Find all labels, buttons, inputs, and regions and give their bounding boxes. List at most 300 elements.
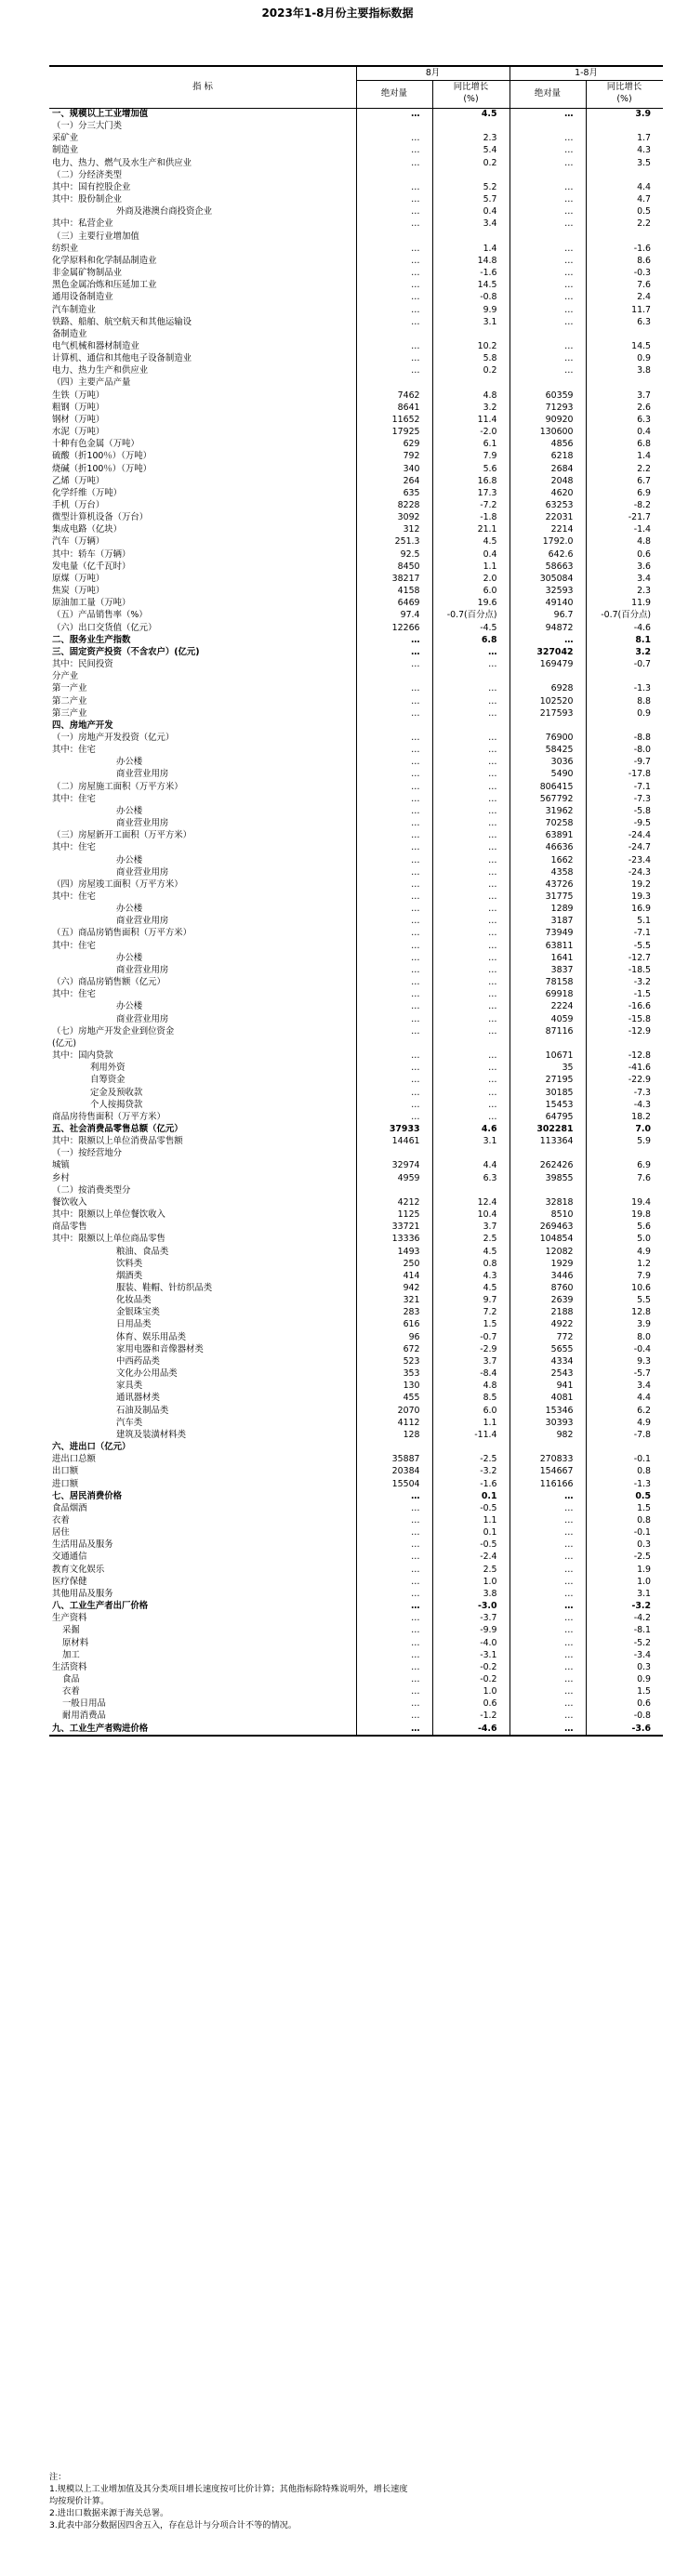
month-yoy: -3.0 [432, 1600, 510, 1612]
row-label: （一）房地产开发投资（亿元） [52, 732, 175, 743]
cum-yoy: 6.3 [586, 414, 663, 426]
cum-yoy: 3.7 [586, 390, 663, 402]
month-abs: … [356, 205, 432, 218]
cum-abs: 116166 [510, 1478, 586, 1490]
cum-yoy: 2.2 [586, 463, 663, 475]
cum-yoy: 19.4 [586, 1196, 663, 1209]
month-abs: … [356, 646, 432, 658]
cum-yoy: 7.6 [586, 279, 663, 291]
cum-yoy: 6.9 [586, 1159, 663, 1171]
month-yoy: … [432, 768, 510, 780]
month-abs: … [356, 243, 432, 255]
cum-yoy: -0.7(百分点) [586, 609, 663, 621]
cum-abs: 5655 [510, 1343, 586, 1355]
month-yoy: … [432, 1025, 510, 1037]
row-label: （二）分经济类型 [52, 169, 123, 180]
month-yoy: 1.4 [432, 243, 510, 255]
month-abs: 32974 [356, 1159, 432, 1171]
cum-abs: … [510, 1564, 586, 1576]
cum-abs: 27195 [510, 1074, 586, 1086]
row-label: 电气机械和器材制造业 [52, 340, 139, 351]
cum-yoy: -5.8 [586, 805, 663, 817]
cum-abs: 78158 [510, 976, 586, 988]
table-row [49, 1453, 663, 1465]
month-yoy: … [432, 1111, 510, 1123]
row-label: 手机（万台） [52, 500, 105, 510]
month-abs: … [356, 915, 432, 927]
cum-yoy: -9.7 [586, 756, 663, 768]
table-row [49, 768, 663, 780]
month-yoy: … [432, 903, 510, 915]
month-abs: 97.4 [356, 609, 432, 621]
month-abs: 523 [356, 1355, 432, 1367]
cum-abs: 30185 [510, 1087, 586, 1099]
cum-yoy: 18.2 [586, 1111, 663, 1123]
cum-abs [510, 720, 586, 732]
row-label: 第三产业 [52, 707, 87, 719]
month-abs: … [356, 267, 432, 279]
month-abs: … [356, 866, 432, 878]
cum-yoy: 1.4 [586, 450, 663, 462]
cum-yoy: -3.6 [586, 1723, 663, 1736]
month-yoy: -8.4 [432, 1367, 510, 1380]
cum-yoy [586, 120, 663, 132]
cum-abs: 327042 [510, 646, 586, 658]
row-label: (亿元) [52, 1037, 77, 1049]
page-title: 2023年1-8月份主要指标数据 [261, 7, 414, 20]
month-abs: … [356, 829, 432, 841]
header-month-pct: (%) [463, 94, 479, 104]
month-abs: 128 [356, 1429, 432, 1441]
month-abs: … [356, 732, 432, 744]
month-yoy: 0.4 [432, 205, 510, 218]
month-abs: 283 [356, 1306, 432, 1318]
row-label: 办公楼 [116, 854, 143, 865]
table-row [49, 927, 663, 939]
month-yoy: 3.8 [432, 1588, 510, 1600]
cum-yoy: 5.5 [586, 1294, 663, 1306]
month-yoy: -1.6 [432, 1478, 510, 1490]
month-yoy: … [432, 927, 510, 939]
month-yoy: 1.1 [432, 1514, 510, 1526]
cum-abs: 3036 [510, 756, 586, 768]
month-abs: … [356, 1111, 432, 1123]
table-row [49, 1380, 663, 1392]
cum-yoy: 11.9 [586, 597, 663, 609]
cum-yoy: 2.6 [586, 402, 663, 414]
table-row [49, 1564, 663, 1576]
month-abs: 14461 [356, 1135, 432, 1147]
month-abs: … [356, 316, 432, 328]
month-abs: … [356, 682, 432, 694]
table-row [49, 1294, 663, 1306]
cum-abs: 2214 [510, 523, 586, 535]
row-label: 进口额 [52, 1478, 79, 1489]
cum-abs: 1792.0 [510, 535, 586, 548]
month-abs [356, 670, 432, 682]
cum-abs: 567792 [510, 793, 586, 805]
cum-abs: 94872 [510, 622, 586, 634]
cum-yoy: -21.7 [586, 511, 663, 523]
month-yoy [432, 169, 510, 181]
cum-yoy: 6.2 [586, 1405, 663, 1417]
table-row [49, 1405, 663, 1417]
cum-abs: … [510, 1685, 586, 1698]
cum-abs: … [510, 267, 586, 279]
cum-yoy: -1.6 [586, 243, 663, 255]
month-yoy: 3.2 [432, 402, 510, 414]
cum-yoy: -3.4 [586, 1649, 663, 1661]
cum-yoy: 1.9 [586, 1564, 663, 1576]
header-indicator: 指 标 [192, 82, 213, 92]
row-label: 食品烟酒 [52, 1502, 87, 1513]
month-yoy: -3.1 [432, 1649, 510, 1661]
table-row [49, 1576, 663, 1588]
month-abs: … [356, 340, 432, 352]
cum-yoy: 7.6 [586, 1172, 663, 1184]
month-yoy [432, 720, 510, 732]
cum-abs: 60359 [510, 390, 586, 402]
cum-yoy: 2.4 [586, 291, 663, 303]
cum-abs [510, 1037, 586, 1050]
row-label: 纺织业 [52, 243, 79, 254]
row-label: 建筑及装潢材料类 [116, 1429, 187, 1440]
cum-yoy: -7.8 [586, 1429, 663, 1441]
cum-yoy: 6.3 [586, 316, 663, 328]
cum-abs: 64795 [510, 1111, 586, 1123]
cum-abs: 12082 [510, 1246, 586, 1258]
row-label: 服装、鞋帽、针纺织品类 [116, 1283, 213, 1293]
cum-yoy: -12.8 [586, 1050, 663, 1062]
table-row [49, 1159, 663, 1171]
row-label: 生活用品及服务 [52, 1539, 113, 1551]
cum-abs: 22031 [510, 511, 586, 523]
month-yoy: -2.4 [432, 1551, 510, 1563]
cum-yoy: -4.6 [586, 622, 663, 634]
row-label: （一）按经营地分 [52, 1148, 123, 1159]
month-abs: 8228 [356, 499, 432, 511]
table-row [49, 1233, 663, 1245]
month-yoy: -0.7 [432, 1331, 510, 1343]
row-label: （七）房地产开发企业到位资金 [52, 1025, 175, 1037]
row-label: 文化办公用品类 [116, 1368, 178, 1380]
month-yoy: -2.9 [432, 1343, 510, 1355]
cum-yoy: 0.8 [586, 1465, 663, 1477]
month-yoy: … [432, 781, 510, 793]
row-label: 生产资料 [52, 1613, 87, 1624]
cum-yoy: 4.9 [586, 1246, 663, 1258]
cum-abs: … [510, 157, 586, 169]
row-label: 办公楼 [116, 952, 143, 963]
month-abs [356, 328, 432, 340]
cum-abs: 76900 [510, 732, 586, 744]
cum-yoy: 8.8 [586, 695, 663, 707]
table-header [49, 65, 663, 109]
cum-yoy: -5.2 [586, 1637, 663, 1649]
row-label: 衣着 [52, 1514, 70, 1526]
table-row [49, 854, 663, 866]
table-row [49, 964, 663, 976]
row-label: 个人按揭贷款 [90, 1099, 143, 1110]
row-label: 食品 [62, 1674, 80, 1684]
cum-abs: … [510, 255, 586, 267]
table-row [49, 1355, 663, 1367]
month-yoy [432, 1037, 510, 1050]
month-abs: 3092 [356, 511, 432, 523]
cum-abs: … [510, 1502, 586, 1514]
month-abs: 8450 [356, 561, 432, 573]
row-label: 商业营业用房 [116, 964, 169, 975]
month-yoy: 17.3 [432, 487, 510, 499]
table-row [49, 108, 663, 120]
cum-abs: … [510, 144, 586, 156]
month-yoy: 3.1 [432, 1135, 510, 1147]
footnote-line: 注： [49, 2472, 67, 2482]
month-abs: 4959 [356, 1172, 432, 1184]
table-row [49, 438, 663, 450]
cum-yoy: 10.6 [586, 1282, 663, 1294]
cum-abs: … [510, 1698, 586, 1710]
month-yoy: -11.4 [432, 1429, 510, 1441]
row-label: 商业营业用房 [116, 769, 169, 780]
row-label: 居住 [52, 1527, 70, 1539]
month-yoy: 0.8 [432, 1258, 510, 1270]
footnote-line: 3.此表中部分数据因四舍五入，存在总计与分项合计不等的情况。 [49, 2520, 298, 2530]
cum-yoy [586, 231, 663, 243]
cum-yoy: 1.5 [586, 1502, 663, 1514]
row-label: 乙烯（万吨） [52, 475, 105, 486]
cum-yoy: 0.9 [586, 352, 663, 364]
month-abs: 264 [356, 475, 432, 487]
cum-yoy: -8.2 [586, 499, 663, 511]
cum-yoy: -8.1 [586, 1624, 663, 1636]
cum-abs: 130600 [510, 426, 586, 438]
cum-abs: … [510, 1490, 586, 1502]
month-yoy: 3.4 [432, 218, 510, 230]
month-yoy: … [432, 964, 510, 976]
cum-abs: 6928 [510, 682, 586, 694]
cum-abs: 49140 [510, 597, 586, 609]
cum-yoy: 6.7 [586, 475, 663, 487]
cum-yoy: -0.7 [586, 658, 663, 670]
cum-abs: 15346 [510, 1405, 586, 1417]
table-row [49, 634, 663, 646]
row-label: 采掘 [62, 1625, 80, 1636]
month-abs: … [356, 1661, 432, 1673]
cum-abs: … [510, 181, 586, 193]
table-row [49, 328, 663, 340]
table-row [49, 1050, 663, 1062]
month-yoy: 11.4 [432, 414, 510, 426]
cum-abs: … [510, 132, 586, 144]
cum-abs: … [510, 1673, 586, 1685]
cum-abs: … [510, 1661, 586, 1673]
cum-abs: … [510, 291, 586, 303]
month-abs: 20384 [356, 1465, 432, 1477]
cum-yoy: 3.4 [586, 1380, 663, 1392]
month-abs: 2070 [356, 1405, 432, 1417]
table-row [49, 622, 663, 634]
table-row [49, 1367, 663, 1380]
cum-abs: 31962 [510, 805, 586, 817]
row-label: 一、规模以上工业增加值 [52, 109, 149, 119]
month-abs: 353 [356, 1367, 432, 1380]
table-row [49, 1000, 663, 1012]
month-yoy: -0.5 [432, 1502, 510, 1514]
month-yoy [432, 376, 510, 389]
cum-abs: 10671 [510, 1050, 586, 1062]
row-label: 一般日用品 [62, 1698, 106, 1710]
month-abs: … [356, 1649, 432, 1661]
cum-yoy: -8.0 [586, 744, 663, 756]
cum-abs: 6218 [510, 450, 586, 462]
month-yoy: … [432, 878, 510, 891]
row-label: 粮油、食品类 [116, 1246, 169, 1257]
row-label: 汽车类 [116, 1417, 143, 1428]
row-label: （三）房屋新开工面积（万平方米） [52, 830, 192, 841]
cum-abs: 43726 [510, 878, 586, 891]
month-abs: … [356, 1526, 432, 1539]
month-abs: … [356, 1490, 432, 1502]
month-abs: 92.5 [356, 548, 432, 561]
cum-abs: 71293 [510, 402, 586, 414]
cum-yoy: -4.2 [586, 1612, 663, 1624]
cum-yoy: 4.4 [586, 1392, 663, 1404]
row-label: 原材料 [62, 1637, 89, 1648]
month-yoy [432, 1441, 510, 1453]
month-yoy: 4.8 [432, 1380, 510, 1392]
table-row [49, 732, 663, 744]
cum-abs: 35 [510, 1062, 586, 1074]
cum-abs: 806415 [510, 781, 586, 793]
month-abs: … [356, 1013, 432, 1025]
row-label: 利用外资 [90, 1063, 126, 1074]
row-label: 其中：住宅 [52, 745, 96, 756]
month-abs: 17925 [356, 426, 432, 438]
cum-yoy: -0.3 [586, 267, 663, 279]
row-label: 商品房待售面积（万平方米） [52, 1111, 165, 1122]
month-abs [356, 1037, 432, 1050]
table-row [49, 1318, 663, 1330]
row-label: 九、工业生产者购进价格 [49, 1723, 356, 1736]
month-yoy: 9.7 [432, 1294, 510, 1306]
footnote-line: 均按现价计算。 [49, 2496, 110, 2506]
month-abs: … [356, 841, 432, 853]
row-label: 其中：私营企业 [52, 218, 113, 230]
month-abs: … [356, 1062, 432, 1074]
month-abs: 96 [356, 1331, 432, 1343]
month-yoy: 7.2 [432, 1306, 510, 1318]
row-label: 五、社会消费品零售总额（亿元） [52, 1123, 183, 1134]
month-yoy: 1.0 [432, 1685, 510, 1698]
cum-yoy: -5.5 [586, 940, 663, 952]
month-yoy: 12.4 [432, 1196, 510, 1209]
cum-abs: 3446 [510, 1270, 586, 1282]
row-label: 生活资料 [52, 1661, 87, 1672]
table-row [49, 120, 663, 132]
table-row [49, 609, 663, 621]
month-abs: 250 [356, 1258, 432, 1270]
month-yoy: … [432, 1000, 510, 1012]
month-yoy: 0.1 [432, 1526, 510, 1539]
month-yoy: … [432, 1013, 510, 1025]
table-row [49, 364, 663, 376]
month-yoy: -4.0 [432, 1637, 510, 1649]
cum-yoy: -22.9 [586, 1074, 663, 1086]
cum-abs: 15453 [510, 1099, 586, 1111]
cum-abs: 58425 [510, 744, 586, 756]
cum-abs: 63253 [510, 499, 586, 511]
cum-yoy: 0.3 [586, 1539, 663, 1551]
month-yoy: 10.2 [432, 340, 510, 352]
row-label: 餐饮收入 [52, 1196, 87, 1208]
month-yoy: 5.6 [432, 463, 510, 475]
cum-abs: 642.6 [510, 548, 586, 561]
month-yoy: … [432, 829, 510, 841]
cum-abs: 982 [510, 1429, 586, 1441]
month-yoy: … [432, 793, 510, 805]
row-label: 办公楼 [116, 904, 143, 915]
cum-abs: 113364 [510, 1135, 586, 1147]
month-yoy: 10.4 [432, 1209, 510, 1221]
cum-abs: … [510, 1600, 586, 1612]
cum-yoy: -0.8 [586, 1710, 663, 1722]
cum-abs: 772 [510, 1331, 586, 1343]
month-yoy: 4.3 [432, 1270, 510, 1282]
cum-yoy: 7.9 [586, 1270, 663, 1282]
cum-yoy: 6.9 [586, 487, 663, 499]
cum-abs: … [510, 193, 586, 205]
month-yoy: … [432, 915, 510, 927]
cum-yoy: 4.7 [586, 193, 663, 205]
cum-yoy: 2.2 [586, 218, 663, 230]
month-abs: 8641 [356, 402, 432, 414]
header-cum-yoy-label: 同比增长 [606, 82, 642, 92]
month-yoy: 4.5 [432, 1282, 510, 1294]
table-row [49, 390, 663, 402]
table-row [49, 279, 663, 291]
row-label: 进出口总额 [52, 1454, 96, 1465]
table-row [49, 218, 663, 230]
month-abs: … [356, 193, 432, 205]
cum-yoy: -1.4 [586, 523, 663, 535]
row-label: 办公楼 [116, 757, 143, 768]
cum-abs: … [510, 1624, 586, 1636]
row-label: 汽车制造业 [52, 304, 96, 315]
row-label: 其中：国有控股企业 [52, 181, 131, 192]
month-yoy: … [432, 744, 510, 756]
cum-yoy: 4.8 [586, 535, 663, 548]
cum-yoy: 9.3 [586, 1355, 663, 1367]
month-yoy: -0.8 [432, 291, 510, 303]
month-yoy: 6.3 [432, 1172, 510, 1184]
cum-abs: … [510, 340, 586, 352]
cum-abs: … [510, 1539, 586, 1551]
month-yoy: 2.3 [432, 132, 510, 144]
cum-yoy: -12.7 [586, 952, 663, 964]
month-abs: … [356, 756, 432, 768]
cum-abs: 3187 [510, 915, 586, 927]
cum-yoy: 4.3 [586, 144, 663, 156]
month-yoy: -0.2 [432, 1661, 510, 1673]
row-label: 发电量（亿千瓦时） [52, 561, 131, 572]
month-yoy: … [432, 854, 510, 866]
table-row [49, 1062, 663, 1074]
row-label: 办公楼 [116, 805, 143, 816]
month-abs: … [356, 1624, 432, 1636]
table-row [49, 169, 663, 181]
table-row [49, 658, 663, 670]
